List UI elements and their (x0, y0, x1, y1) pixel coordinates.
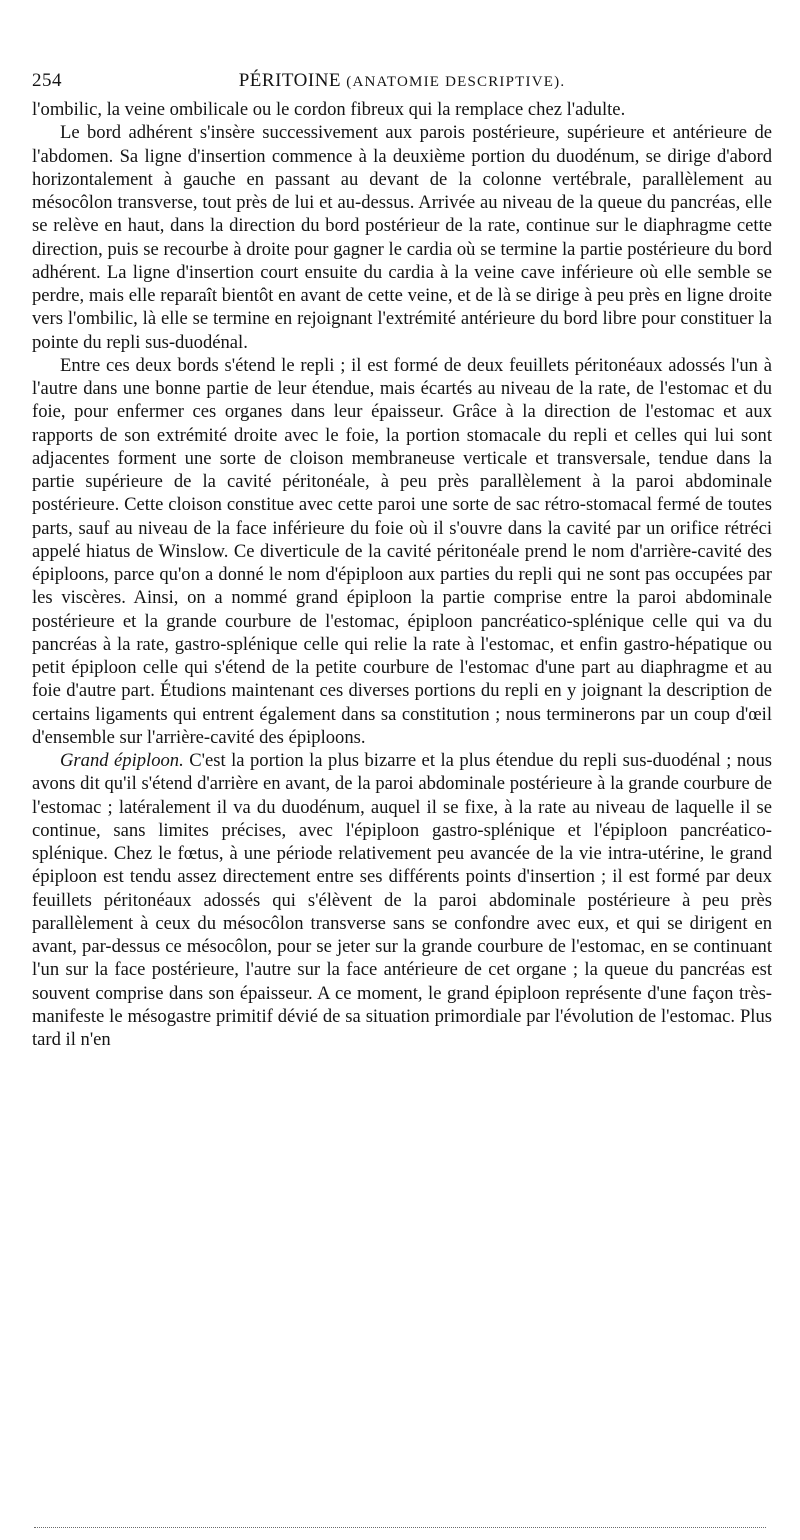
page-number: 254 (32, 70, 62, 91)
section-lead: Grand épiploon. (60, 750, 184, 771)
paragraph (32, 98, 772, 121)
paragraph-text: l'ombilic, la veine ombilicale ou le cordon fibreux qui la remplace chez l'adulte. (32, 99, 626, 120)
paragraph (32, 749, 772, 1051)
running-title-subtitle: (ANATOMIE DESCRIPTIVE). (346, 74, 566, 90)
running-header (32, 62, 772, 96)
paragraph (32, 121, 772, 354)
running-title (32, 70, 772, 92)
paragraph-text: Le bord adhérent s'insère successivement aux parois postérieure, supérieure et antérieure de l'abdomen. Sa ligne d'insertion commence à la deuxième portion du duodénum, se dirige d'abord horizontalement à gauche en passant au devant de la colonne vertébrale, parallèlement au mésocôlon transverse, tout près de lui et au-dessus. Arrivée au niveau de la queue du pancréas, elle se relève en haut, dans la direction du bord postérieur de la rate, continue sur le diaphragme cette direction, puis se recourbe à droite pour gagner le cardia où se termine la partie postérieure du bord adhérent. La ligne d'insertion court ensuite du cardia à la veine cave inférieure où elle semble se perdre, mais elle reparaît bientôt en avant de cette veine, et de là se dirige à peu près en ligne droite vers l'ombilic, là elle se termine en rejoignant l'extrémité antérieure du bord libre pour constituer la pointe du repli sus-duodénal. (32, 122, 772, 353)
running-title-main: PÉRITOINE (238, 70, 342, 91)
paragraph-text: Entre ces deux bords s'étend le repli ; il est formé de deux feuillets péritonéaux adossés l'un à l'autre dans une bonne partie de leur étendue, mais écartés au niveau de la rate, de l'estomac et du foie, pour enfermer ces organes dans leur épaisseur. Grâce à la direction de l'estomac et aux rapports de son extrémité droite avec le foie, la portion stomacale du repli et celles qui lui sont adjacentes forment une sorte de cloison membraneuse verticale et transversale, tendue dans la partie supérieure de la cavité péritonéale, à peu près parallèlement à la paroi abdominale postérieure. Cette cloison constitue avec cette paroi une sorte de sac rétro-stomacal fermé de toutes parts, sauf au niveau de la face inférieure du foie où il s'ouvre dans la cavité par un orifice rétréci appelé hiatus de Winslow. Ce diverticule de la cavité péritonéale prend le nom d'arrière-cavité des épiploons, parce qu'on a donné le nom d'épiploon aux parties du repli qui ne sont pas occupées par les viscères. Ainsi, on a nommé grand épiploon la partie comprise entre la paroi abdominale postérieure et la grande courbure de l'estomac, épiploon pancréatico-splénique celle qui va du pancréas à la rate, gastro-splénique celle qui relie la rate à l'estomac, et enfin gastro-hépatique ou petit épiploon celle qui s'étend de la petite courbure de l'estomac d'une part au diaphragme et au foie d'autre part. Étudions maintenant ces diverses portions du repli en y joignant la description de certains ligaments qui entrent également dans sa constitution ; nous terminerons par un coup d'œil d'ensemble sur l'arrière-cavité des épiploons. (32, 354, 772, 748)
book-page (32, 62, 772, 1051)
footer-dotted-rule (34, 1527, 766, 1528)
body-text (32, 98, 772, 1051)
paragraph (32, 354, 772, 749)
paragraph-text: C'est la portion la plus bizarre et la plus étendue du repli sus-duodénal ; nous avons dit qu'il s'étend d'arrière en avant, de la paroi abdominale postérieure à la grande courbure de l'estomac ; latéralement il va du duodénum, auquel il se fixe, à la rate au niveau de laquelle il se continue, sans limites précises, avec l'épiploon gastro-splénique et l'épiploon pancréatico-splénique. Chez le fœtus, à une période relativement peu avancée de la vie intra-utérine, le grand épiploon est tendu assez directement entre ses différents points d'insertion ; il est formé par deux feuillets péritonéaux adossés qui s'élèvent de la paroi abdominale postérieure à peu près parallèlement à ceux du mésocôlon transverse sans se confondre avec eux, et qui se dirigent en avant, par-dessus ce mésocôlon, pour se jeter sur la grande courbure de l'estomac, en se continuant l'un sur la face postérieure, l'autre sur la face antérieure de cet organe ; la queue du pancréas est souvent comprise dans son épaisseur. A ce moment, le grand épiploon représente d'une façon très-manifeste le mésogastre primitif dévié de sa situation primordiale par l'évolution de l'estomac. Plus tard il n'en (32, 750, 773, 1050)
